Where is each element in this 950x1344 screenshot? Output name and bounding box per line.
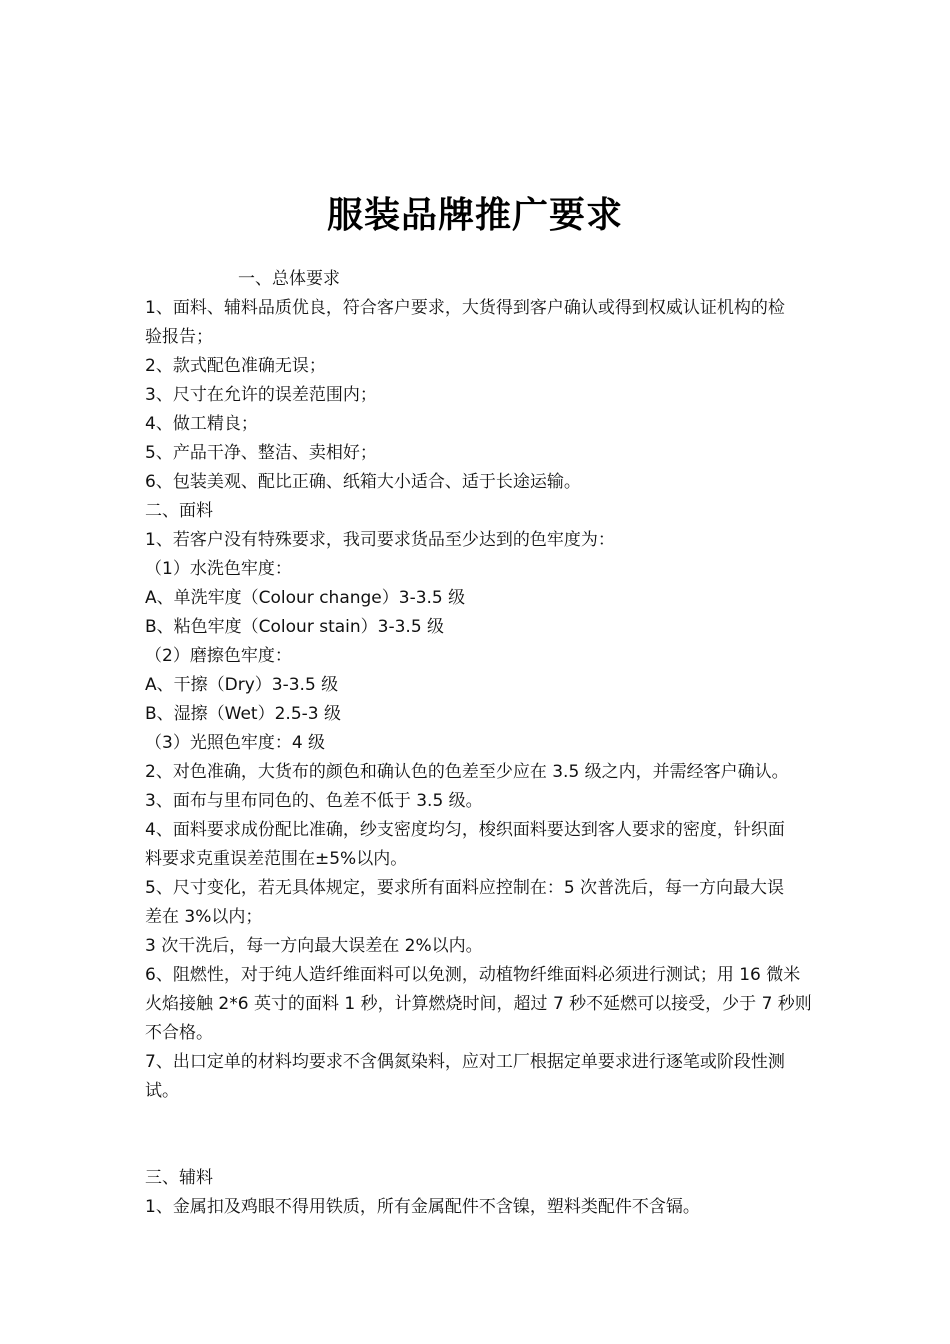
text-line: 1、金属扣及鸡眼不得用铁质，所有金属配件不含镍，塑料类配件不含镉。 [145,1197,700,1217]
text-line: 火焰接触 2*6 英寸的面料 1 秒，计算燃烧时间，超过 7 秒不延燃可以接受，少于 7 秒则 [145,994,812,1014]
text-line: 4、面料要求成份配比准确，纱支密度均匀，梭织面料要达到客人要求的密度，针织面 [145,820,785,840]
section-heading-accessories: 三、辅料 [145,1168,213,1188]
text-line: A、单洗牢度（Colour change）3-3.5 级 [145,588,466,608]
text-line: 试。 [145,1081,179,1101]
text-line: B、湿擦（Wet）2.5-3 级 [145,704,341,724]
text-line: B、粘色牢度（Colour stain）3-3.5 级 [145,617,445,637]
text-line: （3）光照色牢度：4 级 [145,733,326,753]
text-line: 5、产品干净、整洁、卖相好； [145,443,377,463]
text-line: 3、尺寸在允许的误差范围内； [145,385,377,405]
text-line: 5、尺寸变化，若无具体规定，要求所有面料应控制在：5 次普洗后，每一方向最大误 [145,878,785,898]
spacer [145,1106,880,1164]
text-line: 1、面料、辅料品质优良，符合客户要求，大货得到客户确认或得到权威认证机构的检 [145,298,785,318]
text-line: 4、做工精良； [145,414,258,434]
text-line: 3 次干洗后，每一方向最大误差在 2%以内。 [145,936,483,956]
text-line: 6、包装美观、配比正确、纸箱大小适合、适于长途运输。 [145,472,581,492]
section-heading-fabric: 二、面料 [145,501,213,521]
text-line: 差在 3%以内； [145,907,263,927]
page-title: 服装品牌推广要求 [326,195,623,236]
document-body [145,265,880,1222]
text-line: 验报告； [145,327,213,347]
section-heading-general: 一、总体要求 [238,269,340,289]
text-line: 3、面布与里布同色的、色差不低于 3.5 级。 [145,791,483,811]
text-line: （1）水洗色牢度： [145,559,292,579]
text-line: 2、款式配色准确无误； [145,356,326,376]
text-line: 6、阻燃性，对于纯人造纤维面料可以免测，动植物纤维面料必须进行测试；用 16 微米 [145,965,801,985]
text-line: 不合格。 [145,1023,213,1043]
text-line: 料要求克重误差范围在±5%以内。 [145,849,408,869]
text-line: 7、出口定单的材料均要求不含偶氮染料，应对工厂根据定单要求进行逐笔或阶段性测 [145,1052,785,1072]
text-line: 1、若客户没有特殊要求，我司要求货品至少达到的色牢度为： [145,530,615,550]
text-line: 2、对色准确，大货布的颜色和确认色的色差至少应在 3.5 级之内，并需经客户确认。 [145,762,789,782]
text-line: （2）磨擦色牢度： [145,646,292,666]
text-line: A、干擦（Dry）3-3.5 级 [145,675,339,695]
